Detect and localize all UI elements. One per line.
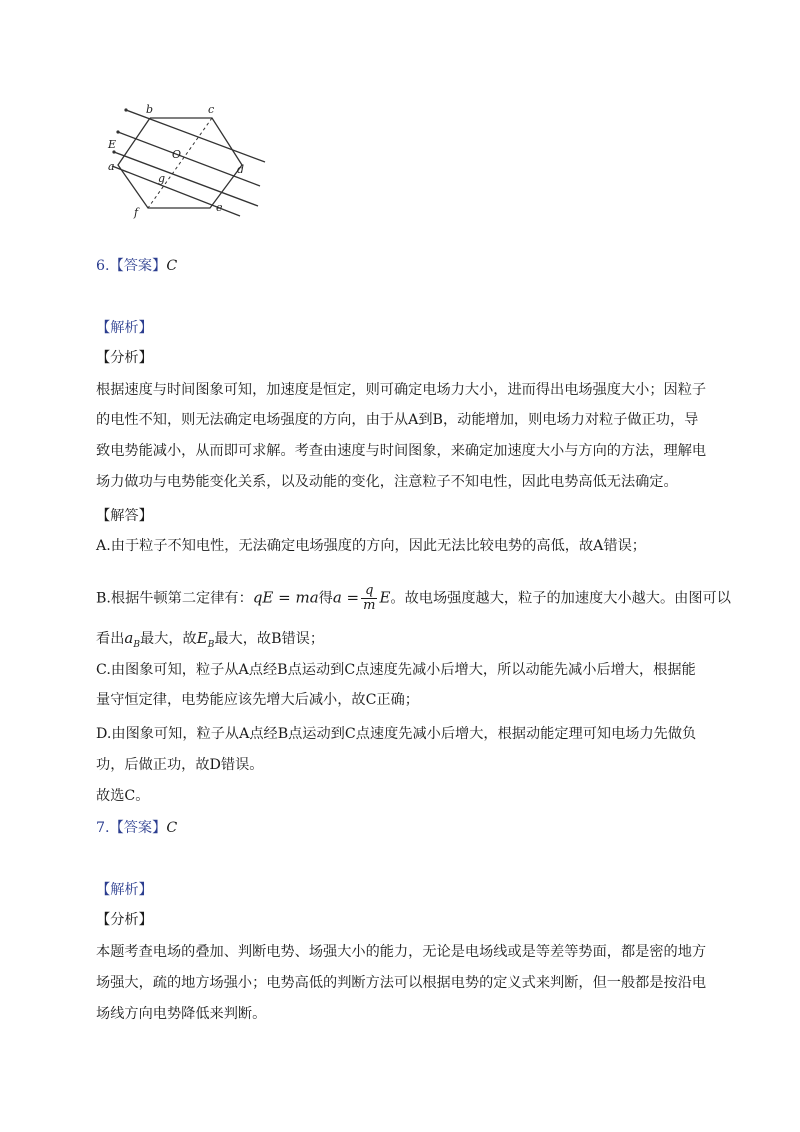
- label-e: e: [216, 201, 223, 214]
- q6-analysis-line-1: 根据速度与时间图象可知，加速度是恒定，则可确定电场力大小，进而得出电场强度大小；因粒子: [96, 382, 707, 398]
- q6-b-frac-den: m: [363, 598, 376, 613]
- q6-b-formula2: a =: [332, 588, 360, 607]
- q6-b-fraction: [361, 584, 377, 613]
- q6-b-prefix: B.根据牛顿第二定律有：: [96, 590, 253, 607]
- q7-jiexi: 【解析】: [96, 882, 153, 898]
- q6-jieda: 【解答】: [96, 508, 153, 524]
- q6-b-EB: E: [196, 629, 208, 647]
- label-b: b: [146, 103, 154, 116]
- q6-number: 6.: [96, 258, 110, 274]
- q7-fenxi: 【分析】: [96, 912, 153, 928]
- q6-analysis-line-2: 的电性不知，则无法确定电场强度的方向，由于从A到B，动能增加，则电场力对粒子做正功，导: [96, 412, 699, 428]
- q6-b-mid: 最大，故: [139, 631, 197, 647]
- q6-option-d-line-2: 功，后做正功，故D错误。: [96, 757, 264, 773]
- q6-b-de: 得: [318, 590, 333, 607]
- q6-b-aB: a: [124, 629, 134, 647]
- q6-option-a: A.由于粒子不知电性，无法确定电场强度的方向，因此无法比较电势的高低，故A错误；: [96, 538, 646, 554]
- q6-fenxi: 【分析】: [96, 350, 153, 366]
- field-line-3: [114, 152, 258, 206]
- q6-option-c-line-1: C.由图象可知，粒子从A点经B点运动到C点速度先减小后增大，所以动能先减小后增大，根据能: [96, 662, 696, 678]
- label-c: c: [208, 103, 215, 116]
- label-f: f: [134, 206, 139, 219]
- q6-conclusion: 故选C。: [96, 788, 150, 804]
- q6-jiexi: 【解析】: [96, 320, 153, 336]
- hexagon-field-figure: [100, 98, 280, 228]
- label-O: O: [172, 148, 182, 161]
- q6-option-b-line-1: [96, 584, 731, 613]
- q6-analysis-line-4: 场力做功与电势能变化关系，以及动能的变化，注意粒子不知电性，因此电势高低无法确定。: [96, 474, 678, 490]
- q6-b-formula1: qE = ma: [252, 588, 319, 607]
- q7-answer-line: [96, 818, 177, 838]
- q6-option-c-line-2: 量守恒定律，电势能应该先增大后减小，故C正确；: [96, 692, 419, 708]
- q6-b-frac-num: q: [361, 584, 377, 599]
- q7-answer-tag: 【答案】: [109, 820, 167, 836]
- q6-option-d-line-1: D.由图象可知，粒子从A点经B点运动到C点速度先减小后增大，根据动能定理可知电场力先做负: [96, 726, 697, 742]
- q6-answer: C: [166, 258, 178, 274]
- q6-b-E: E: [379, 588, 391, 607]
- q6-analysis-line-3: 致电势能减小，从而即可求解。考查由速度与时间图象，来确定加速度大小与方向的方法，理解电: [96, 443, 707, 459]
- q7-number: 7.: [96, 820, 110, 836]
- q6-b-suffix: 。故电场强度越大，粒子的加速度大小越大。由图可以: [390, 590, 731, 607]
- label-g: g: [158, 172, 166, 185]
- q6-b-EB-sub: B: [207, 639, 215, 650]
- q6-b-end: 最大，故B错误；: [214, 631, 325, 647]
- q6-b-line2-a: 看出: [96, 631, 125, 647]
- q6-b-aB-sub: B: [133, 639, 140, 650]
- dashed-diagonal-1: [148, 118, 212, 208]
- q6-answer-line: [96, 256, 177, 276]
- q7-analysis-line-2: 场强大，疏的地方场强小；电势高低的判断方法可以根据电势的定义式来判断，但一般都是按沿电: [96, 975, 707, 991]
- label-E: E: [108, 138, 117, 151]
- q7-analysis-line-1: 本题考查电场的叠加、判断电势、场强大小的能力，无论是电场线或是等差等势面，都是密的地方: [96, 944, 707, 960]
- q7-answer: C: [166, 820, 178, 836]
- q6-option-b-line-2: [96, 628, 324, 655]
- q7-analysis-line-3: 场线方向电势降低来判断。: [96, 1006, 267, 1022]
- q6-answer-tag: 【答案】: [109, 258, 167, 274]
- label-d: d: [237, 163, 245, 176]
- label-a: a: [108, 160, 115, 173]
